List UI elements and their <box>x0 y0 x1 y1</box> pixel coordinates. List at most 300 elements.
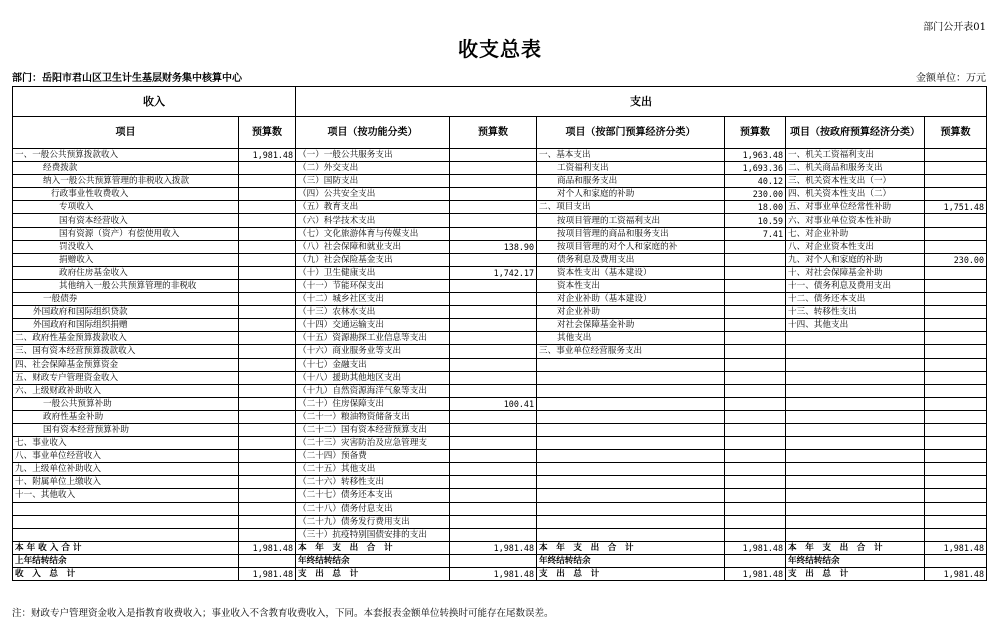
expense-section-header: 支出 <box>296 87 987 117</box>
gov-econ-item-cell <box>786 384 925 397</box>
income-item-cell: 外国政府和国际组织捐赠 <box>13 319 239 332</box>
income-value-cell <box>239 450 296 463</box>
function-value-cell <box>450 279 537 292</box>
income-item-cell: 一、一般公共预算拨款收入 <box>13 149 239 162</box>
gov-econ-item-cell: 二、机关商品和服务支出 <box>786 162 925 175</box>
gov-econ-item-cell: 三、机关资本性支出（一） <box>786 175 925 188</box>
function-item-cell: （十七）金融支出 <box>296 358 450 371</box>
table-row <box>13 279 987 292</box>
dept-econ-value-cell <box>725 397 786 410</box>
dept-econ-item-cell <box>537 528 725 541</box>
function-value-cell <box>450 515 537 528</box>
function-item-cell: （六）科学技术支出 <box>296 214 450 227</box>
total-function-value: 1,981.48 <box>450 568 537 581</box>
table-row <box>13 345 987 358</box>
gov-econ-item-cell <box>786 528 925 541</box>
gov-econ-item-cell <box>786 345 925 358</box>
gov-econ-item-cell: 十一、债务利息及费用支出 <box>786 279 925 292</box>
gov-econ-item-cell <box>786 397 925 410</box>
gov-econ-item-cell <box>786 410 925 423</box>
table-row <box>13 437 987 450</box>
table-row <box>13 227 987 240</box>
table-row <box>13 358 987 371</box>
dept-econ-item-cell <box>537 476 725 489</box>
dept-econ-item-cell: 其他支出 <box>537 332 725 345</box>
function-item-cell: （二十七）债务还本支出 <box>296 489 450 502</box>
table-row <box>13 332 987 345</box>
dept-econ-item-cell: 三、事业单位经营服务支出 <box>537 345 725 358</box>
total-dept-econ-label: 年终结转结余 <box>537 554 725 567</box>
gov-econ-item-cell: 四、机关资本性支出（二） <box>786 188 925 201</box>
income-item-cell: 九、上级单位补助收入 <box>13 463 239 476</box>
income-item-cell: 外国政府和国际组织贷款 <box>13 306 239 319</box>
gov-econ-value-cell <box>925 240 987 253</box>
dept-econ-value-cell <box>725 450 786 463</box>
dept-econ-item-cell: 资本性支出（基本建设） <box>537 266 725 279</box>
dept-econ-value-cell <box>725 410 786 423</box>
gov-econ-value-cell <box>925 437 987 450</box>
dept-econ-item-cell: 资本性支出 <box>537 279 725 292</box>
function-item-cell: （二十五）其他支出 <box>296 463 450 476</box>
function-value-cell <box>450 227 537 240</box>
income-value-cell <box>239 437 296 450</box>
function-item-cell: （十六）商业服务业等支出 <box>296 345 450 358</box>
function-value-cell <box>450 149 537 162</box>
income-value-cell <box>239 306 296 319</box>
footnote: 注：财政专户管理资金收入是指教育收费收入；事业收入不含教育收费收入，下同。本套报表金额单位转换时可能存在尾数误差。 <box>12 608 554 619</box>
income-value-cell <box>239 253 296 266</box>
dept-econ-value-cell <box>725 437 786 450</box>
function-value-cell <box>450 476 537 489</box>
table-row <box>13 371 987 384</box>
function-item-cell: （二）外交支出 <box>296 162 450 175</box>
income-item-cell <box>13 515 239 528</box>
dept-econ-item-cell <box>537 502 725 515</box>
income-value-cell <box>239 371 296 384</box>
table-row <box>13 293 987 306</box>
table-row <box>13 450 987 463</box>
gov-econ-item-cell <box>786 489 925 502</box>
gov-econ-value-cell <box>925 489 987 502</box>
dept-econ-item-cell: 一、基本支出 <box>537 149 725 162</box>
gov-econ-value-cell: 230.00 <box>925 253 987 266</box>
dept-econ-value-cell <box>725 371 786 384</box>
gov-econ-value-cell <box>925 423 987 436</box>
income-value-cell <box>239 227 296 240</box>
income-item-cell: 一般债券 <box>13 293 239 306</box>
table-row <box>13 410 987 423</box>
dept-econ-item-cell: 债务利息及费用支出 <box>537 253 725 266</box>
gov-econ-value-cell <box>925 266 987 279</box>
gov-econ-item-cell: 八、对企业资本性支出 <box>786 240 925 253</box>
income-item-cell: 十一、其他收入 <box>13 489 239 502</box>
dept-econ-value-cell <box>725 306 786 319</box>
income-value-cell <box>239 201 296 214</box>
function-value-cell <box>450 253 537 266</box>
function-item-cell: （七）文化旅游体育与传媒支出 <box>296 227 450 240</box>
income-value-cell <box>239 489 296 502</box>
gov-econ-item-cell <box>786 502 925 515</box>
gov-econ-item-cell <box>786 437 925 450</box>
table-row <box>13 489 987 502</box>
table-row <box>13 188 987 201</box>
income-value-cell <box>239 214 296 227</box>
gov-econ-item-cell <box>786 450 925 463</box>
dept-econ-value-cell <box>725 240 786 253</box>
total-dept-econ-value <box>725 554 786 567</box>
table-row <box>13 240 987 253</box>
dept-econ-value-cell: 1,693.36 <box>725 162 786 175</box>
dept-econ-value-cell: 10.59 <box>725 214 786 227</box>
gov-econ-value-cell <box>925 502 987 515</box>
income-item-cell: 纳入一般公共预算管理的非税收入拨款 <box>13 175 239 188</box>
dept-econ-item-cell: 对社会保障基金补助 <box>537 319 725 332</box>
gov-econ-value-cell <box>925 188 987 201</box>
income-value-cell <box>239 319 296 332</box>
total-row <box>13 568 987 581</box>
dept-econ-item-cell: 对个人和家庭的补助 <box>537 188 725 201</box>
total-income-value: 1,981.48 <box>239 568 296 581</box>
income-item-cell <box>13 502 239 515</box>
dept-econ-value-cell <box>725 489 786 502</box>
table-row <box>13 463 987 476</box>
income-item-cell: 专项收入 <box>13 201 239 214</box>
dept-econ-value-cell <box>725 384 786 397</box>
income-value-cell <box>239 175 296 188</box>
gov-econ-value-cell <box>925 397 987 410</box>
table-row <box>13 175 987 188</box>
dept-econ-value-cell <box>725 502 786 515</box>
gov-econ-item-cell <box>786 476 925 489</box>
table-row <box>13 162 987 175</box>
table-row <box>13 423 987 436</box>
income-item-header: 项目 <box>13 117 239 149</box>
income-value-cell <box>239 397 296 410</box>
total-function-label: 支 出 总 计 <box>296 568 450 581</box>
income-value-cell <box>239 423 296 436</box>
dept-econ-budget-header: 预算数 <box>725 117 786 149</box>
function-item-cell: （十八）援助其他地区支出 <box>296 371 450 384</box>
gov-econ-item-cell: 十三、转移性支出 <box>786 306 925 319</box>
income-value-cell <box>239 293 296 306</box>
gov-econ-value-cell <box>925 345 987 358</box>
gov-econ-value-cell <box>925 450 987 463</box>
dept-econ-item-cell <box>537 450 725 463</box>
gov-econ-item-cell <box>786 332 925 345</box>
function-item-cell: （三十）抗疫特别国债安排的支出 <box>296 528 450 541</box>
total-gov-econ-label: 本 年 支 出 合 计 <box>786 541 925 554</box>
total-row <box>13 554 987 567</box>
income-item-cell: 十、附属单位上缴收入 <box>13 476 239 489</box>
function-budget-header: 预算数 <box>450 117 537 149</box>
total-dept-econ-label: 支 出 总 计 <box>537 568 725 581</box>
function-value-cell <box>450 358 537 371</box>
dept-econ-value-cell <box>725 332 786 345</box>
gov-econ-value-cell <box>925 293 987 306</box>
table-row <box>13 201 987 214</box>
function-item-cell: （二十）住房保障支出 <box>296 397 450 410</box>
dept-econ-value-cell: 7.41 <box>725 227 786 240</box>
function-value-cell <box>450 410 537 423</box>
dept-econ-item-cell: 二、项目支出 <box>537 201 725 214</box>
dept-econ-item-cell <box>537 410 725 423</box>
income-value-cell <box>239 410 296 423</box>
table-row <box>13 214 987 227</box>
income-value-cell <box>239 384 296 397</box>
income-value-cell <box>239 332 296 345</box>
function-item-cell: （十四）交通运输支出 <box>296 319 450 332</box>
dept-econ-item-cell: 工资福利支出 <box>537 162 725 175</box>
function-value-cell <box>450 384 537 397</box>
table-row <box>13 515 987 528</box>
dept-econ-value-cell <box>725 266 786 279</box>
income-item-cell: 政府住房基金收入 <box>13 266 239 279</box>
gov-econ-value-cell <box>925 528 987 541</box>
dept-econ-value-cell <box>725 345 786 358</box>
income-item-cell <box>13 528 239 541</box>
income-value-cell <box>239 476 296 489</box>
function-value-cell <box>450 489 537 502</box>
function-value-cell <box>450 214 537 227</box>
gov-econ-value-cell <box>925 463 987 476</box>
income-value-cell <box>239 188 296 201</box>
function-value-cell <box>450 345 537 358</box>
function-value-cell <box>450 437 537 450</box>
income-item-cell: 五、财政专户管理资金收入 <box>13 371 239 384</box>
gov-econ-item-cell: 十、对社会保障基金补助 <box>786 266 925 279</box>
function-item-cell: （八）社会保障和就业支出 <box>296 240 450 253</box>
function-item-cell: （二十四）预备费 <box>296 450 450 463</box>
income-item-cell: 罚没收入 <box>13 240 239 253</box>
function-item-cell: （一）一般公共服务支出 <box>296 149 450 162</box>
function-value-cell <box>450 502 537 515</box>
gov-econ-item-cell: 九、对个人和家庭的补助 <box>786 253 925 266</box>
dept-econ-item-cell: 对企业补助 <box>537 306 725 319</box>
function-value-cell <box>450 175 537 188</box>
total-gov-econ-label: 支 出 总 计 <box>786 568 925 581</box>
gov-econ-value-cell <box>925 175 987 188</box>
function-item-cell: （十五）资源勘探工业信息等支出 <box>296 332 450 345</box>
dept-econ-item-cell <box>537 397 725 410</box>
dept-econ-value-cell <box>725 319 786 332</box>
function-value-cell <box>450 423 537 436</box>
gov-econ-value-cell <box>925 227 987 240</box>
dept-econ-item-cell: 按项目管理的工资福利支出 <box>537 214 725 227</box>
function-value-cell <box>450 319 537 332</box>
table-row <box>13 253 987 266</box>
income-item-cell: 八、事业单位经营收入 <box>13 450 239 463</box>
dept-econ-item-cell <box>537 515 725 528</box>
total-dept-econ-value: 1,981.48 <box>725 568 786 581</box>
dept-econ-item-header: 项目（按部门预算经济分类） <box>537 117 725 149</box>
function-item-cell: （二十六）转移性支出 <box>296 476 450 489</box>
gov-econ-item-cell <box>786 463 925 476</box>
income-item-cell: 三、国有资本经营预算拨款收入 <box>13 345 239 358</box>
function-item-cell: （二十三）灾害防治及应急管理支 <box>296 437 450 450</box>
table-row <box>13 306 987 319</box>
gov-econ-item-cell: 一、机关工资福利支出 <box>786 149 925 162</box>
dept-econ-value-cell: 18.00 <box>725 201 786 214</box>
income-value-cell <box>239 162 296 175</box>
function-value-cell <box>450 188 537 201</box>
gov-econ-value-cell <box>925 410 987 423</box>
dept-econ-value-cell <box>725 358 786 371</box>
total-dept-econ-value: 1,981.48 <box>725 541 786 554</box>
dept-econ-value-cell <box>725 293 786 306</box>
function-item-cell: （三）国防支出 <box>296 175 450 188</box>
dept-econ-item-cell <box>537 423 725 436</box>
gov-econ-item-cell: 十四、其他支出 <box>786 319 925 332</box>
function-value-cell <box>450 201 537 214</box>
total-dept-econ-label: 本 年 支 出 合 计 <box>537 541 725 554</box>
income-value-cell <box>239 266 296 279</box>
income-value-cell <box>239 358 296 371</box>
income-item-cell: 其他纳入一般公共预算管理的非税收 <box>13 279 239 292</box>
income-item-cell: 行政事业性收费收入 <box>13 188 239 201</box>
total-income-value <box>239 554 296 567</box>
function-item-cell: （十二）城乡社区支出 <box>296 293 450 306</box>
department-label: 部门：岳阳市君山区卫生计生基层财务集中核算中心 <box>12 73 242 84</box>
table-row <box>13 502 987 515</box>
function-value-cell <box>450 528 537 541</box>
table-row <box>13 397 987 410</box>
income-item-cell: 国有资本经营预算补助 <box>13 423 239 436</box>
total-gov-econ-value: 1,981.48 <box>925 541 987 554</box>
income-item-cell: 二、政府性基金预算拨款收入 <box>13 332 239 345</box>
gov-econ-value-cell <box>925 306 987 319</box>
total-function-value <box>450 554 537 567</box>
gov-econ-item-cell: 十二、债务还本支出 <box>786 293 925 306</box>
income-value-cell: 1,981.48 <box>239 149 296 162</box>
table-row <box>13 476 987 489</box>
budget-summary-table <box>12 86 987 581</box>
table-row <box>13 149 987 162</box>
total-function-label: 本 年 支 出 合 计 <box>296 541 450 554</box>
function-value-cell: 100.41 <box>450 397 537 410</box>
function-item-cell: （二十九）债务发行费用支出 <box>296 515 450 528</box>
total-income-label: 本 年 收 入 合 计 <box>13 541 239 554</box>
table-row <box>13 528 987 541</box>
gov-econ-value-cell <box>925 476 987 489</box>
dept-econ-value-cell: 1,963.48 <box>725 149 786 162</box>
dept-econ-value-cell: 40.12 <box>725 175 786 188</box>
dept-econ-value-cell <box>725 476 786 489</box>
gov-econ-item-cell <box>786 371 925 384</box>
gov-econ-value-cell <box>925 149 987 162</box>
dept-econ-value-cell <box>725 463 786 476</box>
dept-econ-item-cell <box>537 384 725 397</box>
function-value-cell <box>450 332 537 345</box>
dept-econ-item-cell <box>537 463 725 476</box>
income-item-cell: 捐赠收入 <box>13 253 239 266</box>
gov-econ-item-header: 项目（按政府预算经济分类） <box>786 117 925 149</box>
income-value-cell <box>239 279 296 292</box>
function-item-cell: （二十二）国有资本经营预算支出 <box>296 423 450 436</box>
table-row <box>13 266 987 279</box>
function-value-cell <box>450 306 537 319</box>
income-item-cell: 六、上级财政补助收入 <box>13 384 239 397</box>
dept-econ-item-cell: 按项目管理的对个人和家庭的补 <box>537 240 725 253</box>
table-row <box>13 384 987 397</box>
function-item-cell: （九）社会保险基金支出 <box>296 253 450 266</box>
function-item-cell: （五）教育支出 <box>296 201 450 214</box>
income-item-cell: 政府性基金补助 <box>13 410 239 423</box>
total-row <box>13 541 987 554</box>
gov-econ-value-cell <box>925 371 987 384</box>
income-value-cell <box>239 463 296 476</box>
function-item-cell: （四）公共安全支出 <box>296 188 450 201</box>
dept-econ-item-cell: 按项目管理的商品和服务支出 <box>537 227 725 240</box>
form-number: 部门公开表01 <box>923 22 986 33</box>
function-item-cell: （二十八）债务付息支出 <box>296 502 450 515</box>
total-income-value: 1,981.48 <box>239 541 296 554</box>
gov-econ-value-cell <box>925 162 987 175</box>
income-item-cell: 国有资源（资产）有偿使用收入 <box>13 227 239 240</box>
income-value-cell <box>239 345 296 358</box>
page-title: 收支总表 <box>458 37 542 61</box>
function-value-cell <box>450 162 537 175</box>
income-item-cell: 四、社会保障基金预算资金 <box>13 358 239 371</box>
income-section-header: 收入 <box>13 87 296 117</box>
gov-econ-value-cell <box>925 358 987 371</box>
function-value-cell <box>450 463 537 476</box>
dept-econ-item-cell <box>537 371 725 384</box>
function-item-header: 项目（按功能分类） <box>296 117 450 149</box>
gov-econ-item-cell: 七、对企业补助 <box>786 227 925 240</box>
function-value-cell <box>450 450 537 463</box>
gov-econ-budget-header: 预算数 <box>925 117 987 149</box>
gov-econ-item-cell: 五、对事业单位经常性补助 <box>786 201 925 214</box>
income-value-cell <box>239 515 296 528</box>
gov-econ-value-cell <box>925 279 987 292</box>
table-row <box>13 319 987 332</box>
dept-econ-value-cell <box>725 423 786 436</box>
dept-econ-value-cell: 230.00 <box>725 188 786 201</box>
function-value-cell <box>450 293 537 306</box>
gov-econ-value-cell <box>925 515 987 528</box>
dept-econ-item-cell <box>537 489 725 502</box>
function-item-cell: （十一）节能环保支出 <box>296 279 450 292</box>
income-item-cell: 七、事业收入 <box>13 437 239 450</box>
total-income-label: 收 入 总 计 <box>13 568 239 581</box>
function-item-cell: （十三）农林水支出 <box>296 306 450 319</box>
income-value-cell <box>239 502 296 515</box>
function-item-cell: （十九）自然资源海洋气象等支出 <box>296 384 450 397</box>
dept-econ-item-cell: 对企业补助（基本建设） <box>537 293 725 306</box>
dept-econ-item-cell <box>537 358 725 371</box>
gov-econ-value-cell <box>925 214 987 227</box>
total-gov-econ-value <box>925 554 987 567</box>
total-gov-econ-value: 1,981.48 <box>925 568 987 581</box>
dept-econ-value-cell <box>725 279 786 292</box>
gov-econ-value-cell <box>925 332 987 345</box>
dept-econ-item-cell <box>537 437 725 450</box>
dept-econ-item-cell: 商品和服务支出 <box>537 175 725 188</box>
function-item-cell: （二十一）粮油物资储备支出 <box>296 410 450 423</box>
income-item-cell: 国有资本经营收入 <box>13 214 239 227</box>
function-item-cell: （十）卫生健康支出 <box>296 266 450 279</box>
gov-econ-item-cell <box>786 358 925 371</box>
dept-econ-value-cell <box>725 515 786 528</box>
function-value-cell <box>450 371 537 384</box>
gov-econ-value-cell <box>925 384 987 397</box>
income-item-cell: 一般公共预算补助 <box>13 397 239 410</box>
dept-econ-value-cell <box>725 253 786 266</box>
function-value-cell: 1,742.17 <box>450 266 537 279</box>
gov-econ-item-cell: 六、对事业单位资本性补助 <box>786 214 925 227</box>
gov-econ-item-cell <box>786 423 925 436</box>
total-gov-econ-label: 年终结转结余 <box>786 554 925 567</box>
